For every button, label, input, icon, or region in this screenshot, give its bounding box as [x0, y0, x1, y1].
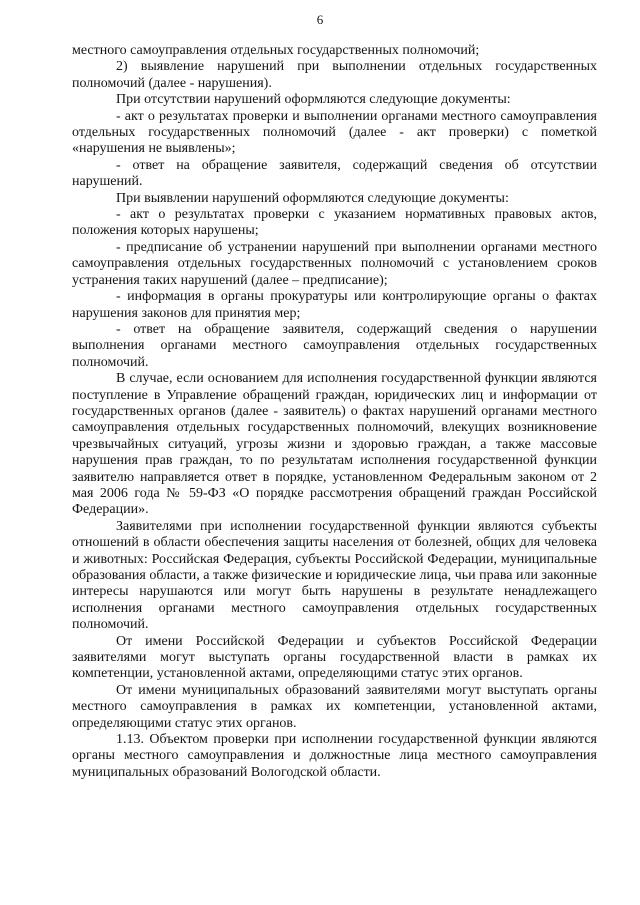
paragraph: - акт о результатах проверки с указанием нормативных правовых актов, положения которых нарушены; [72, 207, 597, 239]
paragraph: 2) выявление нарушений при выполнении отдельных государственных полномочий (далее - нарушения). [72, 59, 597, 91]
page-number: 6 [316, 12, 324, 27]
paragraph: От имени Российской Федерации и субъектов Российской Федерации заявителями могут выступать органы государственной власти в рамках их компетенции, установленной актами, определяющими статус этих органов. [72, 633, 597, 682]
paragraph: - информация в органы прокуратуры или контролирующие органы о фактах нарушения законов для принятия мер; [72, 289, 597, 321]
paragraph: - акт о результатах проверки и выполнении органами местного самоуправления отдельных государственных полномочий (далее - акт проверки) с пометкой «нарушения не выявлены»; [72, 108, 597, 157]
document-body [72, 43, 597, 781]
paragraph: При выявлении нарушений оформляются следующие документы: [116, 190, 509, 206]
paragraph: От имени муниципальных образований заявителями могут выступать органы местного самоуправления в рамках их компетенции, установленной актами, определяющими статус этих органов. [72, 682, 597, 731]
paragraph: - ответ на обращение заявителя, содержащий сведения об отсутствии нарушений. [72, 157, 597, 190]
paragraph: местного самоуправления отдельных государственных полномочий; [72, 43, 480, 58]
paragraph: - предписание об устранении нарушений при выполнении органами местного самоуправления отдельных государственных полномочий с установлением сроков устранения таких нарушений (далее – предписание); [72, 239, 597, 288]
paragraph: 1.13. Объектом проверки при исполнении государственной функции являются органы местного самоуправления и должностные лица местного самоуправления муниципальных образований Вологодской области. [72, 732, 597, 780]
paragraph: - ответ на обращение заявителя, содержащий сведения о нарушении выполнения органами местного самоуправления отдельных государственных полномочий. [72, 321, 597, 370]
paragraph: При отсутствии нарушений оформляются следующие документы: [116, 92, 511, 108]
paragraph: Заявителями при исполнении государственной функции являются субъекты отношений в области обеспечения защиты населения от болезней, общих для человека и животных: Российская Федерация, субъекты Российской Федерации, муниципальные образования области, а также физические и юридические лица, чьи права или законные интересы нарушаются или могут быть нарушены в результате ненадлежащего исполнения органами местного самоуправления отдельных государственных полномочий. [72, 518, 597, 633]
paragraph: В случае, если основанием для исполнения государственной функции являются поступление в Управление обращений граждан, юридических лиц и информации от государственных органов (далее - заявитель) о фактах нарушений органами местного самоуправления отдельных государственных полномочий, влекущих возникновение чрезвычайных ситуаций, угрозы жизни и здоровью граждан, а также массовые нарушения прав граждан, то по результатам исполнения государственной функции заявителю направляется ответ в порядке, установленном Федеральным законом от 2 мая 2006 года № 59-ФЗ «О порядке рассмотрения обращений граждан Российской Федерации». [72, 371, 597, 518]
